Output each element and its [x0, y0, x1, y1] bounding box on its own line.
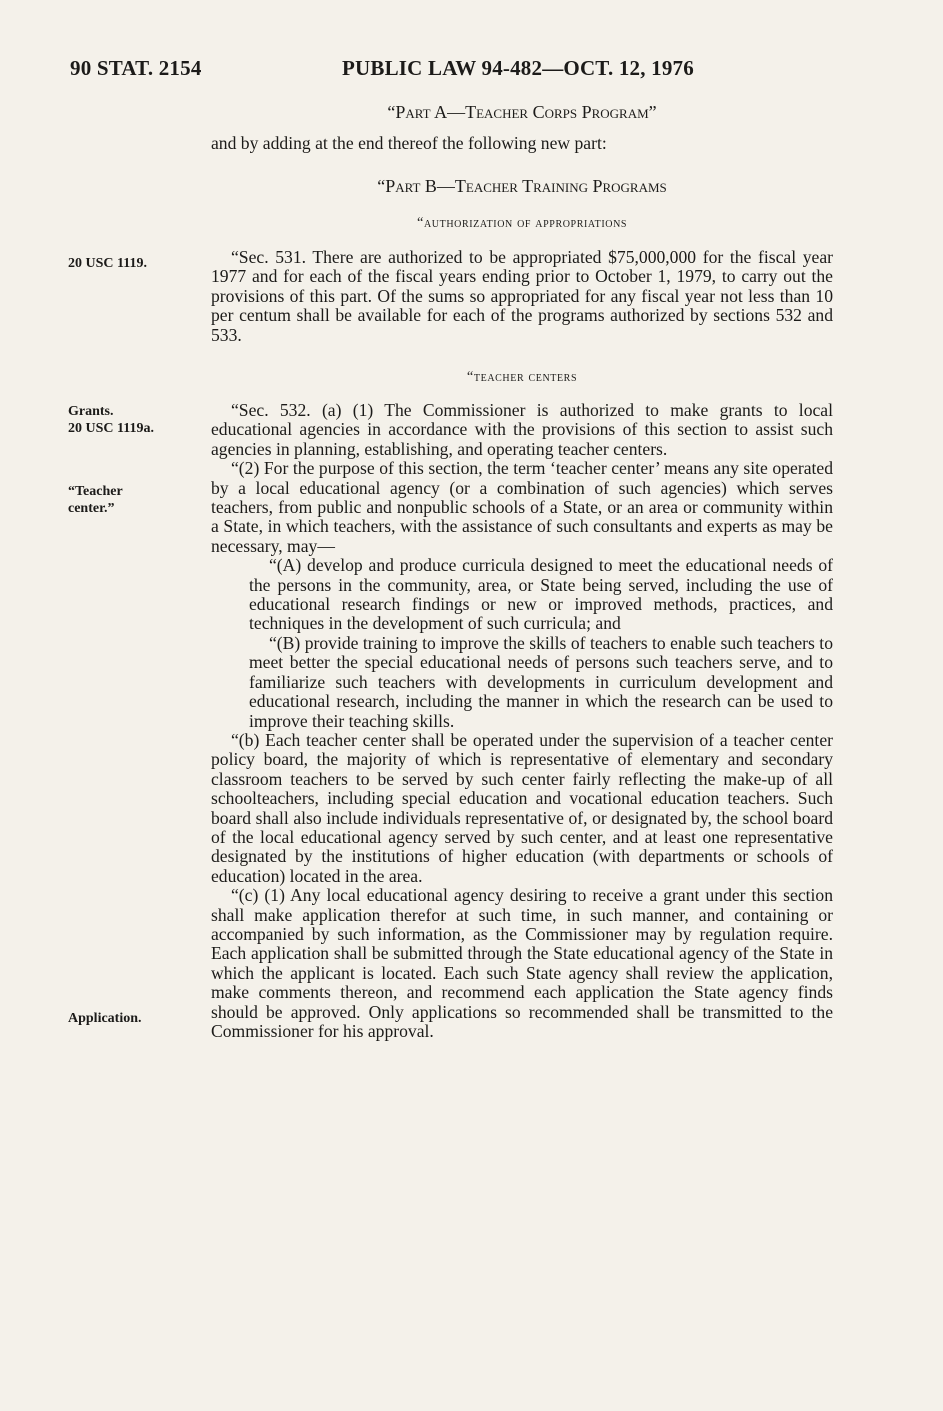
- section-532-a2-A: “(A) develop and produce curricula designed to meet the educational needs of the persons in the community, area, or State being served, including the use of educational research findings or new or improved methods, practices, and techniques in the development of such curricula; and: [249, 555, 833, 634]
- page-running-head: PUBLIC LAW 94-482—OCT. 12, 1976: [342, 56, 694, 80]
- section-531-text: “Sec. 531. There are authorized to be appropriated $75,000,000 for the fiscal year 1977 and for each of the fiscal years ending prior to October 1, 1979, to carry out the provisions of this part. Of the sums so appropriated for any fiscal year not less than 10 per centum shall be available for each of the programs authorized by sections 532 and 533.: [211, 247, 833, 345]
- heading-teacher-centers: “teacher centers: [466, 369, 578, 385]
- section-532-a2: “(2) For the purpose of this section, the term ‘teacher center’ means any site operated by a local educational agency (or a combination of such agencies) which serves teachers, from public and nonpublic schools of a State, or an area or community within a State, in which teachers, with the assistance of such consultants and experts as may be necessary, may—: [211, 458, 833, 556]
- intro-line: and by adding at the end thereof the following new part:: [211, 133, 607, 153]
- margin-note-application: Application.: [68, 1011, 142, 1026]
- heading-part-a: “Part A—Teacher Corps Program”: [387, 102, 657, 122]
- margin-note-teacher-center-1: “Teacher: [68, 484, 123, 499]
- section-532-body: [211, 401, 833, 1041]
- margin-note-teacher-center-2: center.”: [68, 501, 115, 516]
- section-532-a2-B: “(B) provide training to improve the skills of teachers to enable such teachers to meet better the special educational needs of persons such teachers serve, and to familiarize such teachers with developments in curriculum development and educational research, including the manner in which the research can be used to improve their teaching skills.: [249, 632, 833, 731]
- section-532-c1: “(c) (1) Any local educational agency desiring to receive a grant under this section shall make application therefor at such time, in such manner, and containing or accompanied by such information, as the Commissioner may by regulation require. Each application shall be submitted through the State educational agency of the State in which the applicant is located. Each such State agency shall review the application, make comments thereon, and recommend each application the State agency finds should be approved. Only applications so recommended shall be transmitted to the Commissioner for his approval.: [211, 885, 833, 1041]
- margin-note-grants: Grants.: [68, 404, 114, 419]
- margin-note-grants-cite: 20 USC 1119a.: [68, 421, 154, 436]
- section-532-a1: “Sec. 532. (a) (1) The Commissioner is authorized to make grants to local educational agencies in accordance with the provisions of this section to assist such agencies in planning, establishing, and operating teacher centers.: [211, 400, 833, 459]
- margin-note-sec531: 20 USC 1119.: [68, 256, 147, 271]
- heading-authorization: “authorization of appropriations: [416, 215, 628, 231]
- page-stat-number: 90 STAT. 2154: [70, 56, 202, 80]
- section-532-b: “(b) Each teacher center shall be operated under the supervision of a teacher center policy board, the majority of which is representative of elementary and secondary classroom teachers to be served by such center fairly reflecting the make-up of all schoolteachers, including special education and vocational education teachers. Such board shall also include individuals representative of, or designated by, the school board of the local educational agency served by such center, and at least one representative designated by the institutions of higher education (with departments or schools of education) located in the area.: [211, 729, 833, 886]
- heading-part-b: “Part B—Teacher Training Programs: [377, 176, 667, 196]
